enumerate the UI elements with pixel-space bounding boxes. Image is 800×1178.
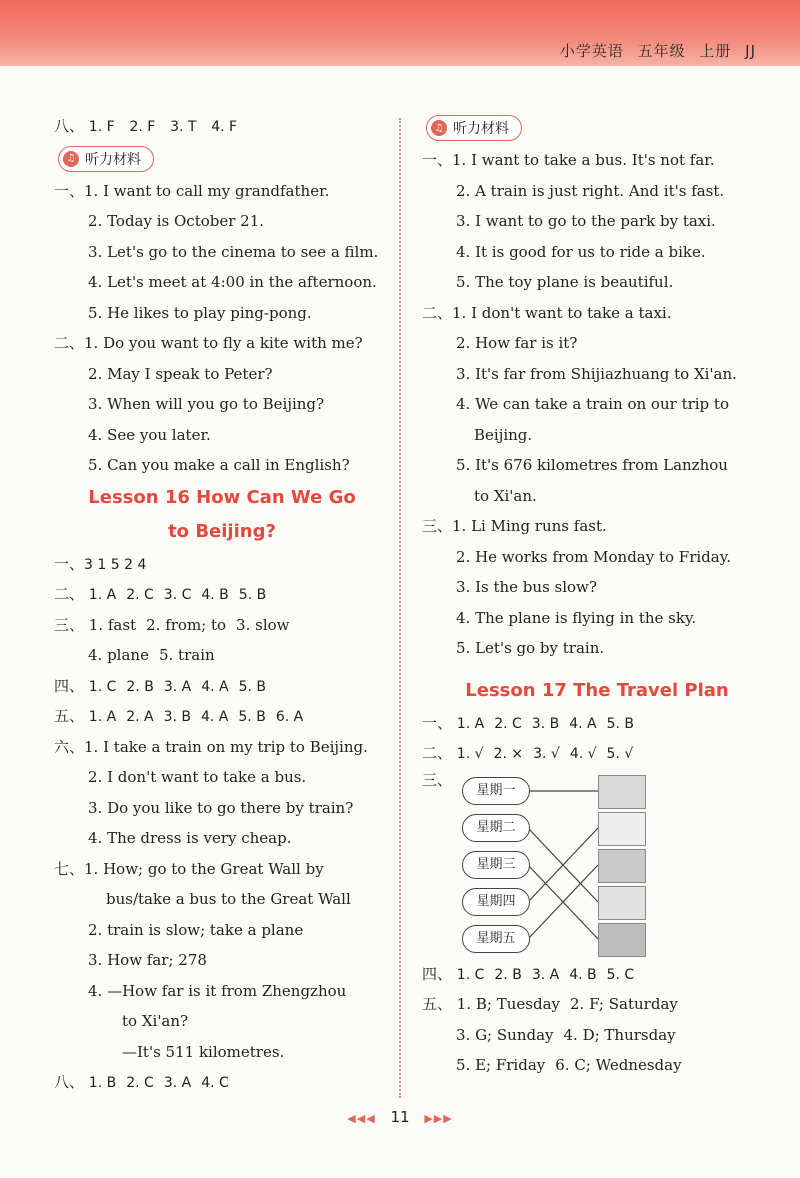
listening-1-5: 5. He likes to play ping-pong. [88, 303, 312, 322]
answer-7-4b: to Xi'an? [122, 1012, 189, 1030]
day-friday: 星期五 [462, 925, 530, 953]
lesson17-title: Lesson 17 The Travel Plan [465, 679, 729, 701]
answer-4: 四、 1. C 2. B 3. A 4. A 5. B [54, 676, 267, 695]
answer-3-b: 4. plane 5. train [88, 646, 215, 664]
r-listening-2-5: 5. It's 676 kilometres from Lanzhou [456, 456, 728, 474]
listening-1-4: 4. Let's meet at 4:00 in the afternoon. [88, 273, 377, 291]
answer-7-1b: bus/take a bus to the Great Wall [106, 890, 351, 908]
right-column [422, 111, 772, 1081]
r-listening-3-5: 5. Let's go by train. [456, 639, 605, 657]
listening-2-3: 3. When will you go to Beijing? [88, 395, 325, 413]
answer-7-1: 七、1. How; go to the Great Wall by [54, 859, 324, 878]
matching-exercise: 三、 星期一 星期二 星期三 星期四 星期五 [422, 769, 772, 959]
answer-6-2: 2. I don't want to take a bus. [88, 768, 307, 786]
listening-2-4: 4. See you later. [88, 425, 211, 444]
listening-1-2: 2. Today is October 21. [88, 212, 265, 230]
answer-1: 一、3 1 5 2 4 [54, 554, 147, 573]
answer-3-a: 三、 1. fast 2. from; to 3. slow [54, 615, 290, 634]
answer-7-2: 2. train is slow; take a plane [88, 920, 304, 939]
r-listening-2-4: 4. We can take a train on our trip to [456, 395, 729, 413]
r-listening-1-2: 2. A train is just right. And it's fast. [456, 181, 725, 200]
column-divider [399, 118, 401, 1098]
book-title: 小学英语 五年级 上册 JJ [559, 42, 756, 60]
left-arrows-icon: ◀◀◀ [347, 1112, 376, 1125]
building-picture [598, 775, 646, 809]
listening-2-1: 二、1. Do you want to fly a kite with me? [54, 334, 363, 352]
lesson16-title-line2: to Beijing? [168, 520, 276, 542]
answer-6-3: 3. Do you like to go there by train? [88, 798, 354, 817]
answer-6-1: 六、1. I take a train on my trip to Beijing. [54, 737, 368, 756]
b-answer-1: 一、 1. A 2. C 3. B 4. A 5. B [422, 713, 635, 732]
b-answer-5-a: 五、 1. B; Tuesday 2. F; Saturday [422, 995, 678, 1013]
r-listening-2-3: 3. It's far from Shijiazhuang to Xi'an. [456, 364, 737, 383]
listening-2-5: 5. Can you make a call in English? [88, 456, 350, 474]
listening-2-2: 2. May I speak to Peter? [88, 364, 273, 383]
listening-1-3: 3. Let's go to the cinema to see a film. [88, 242, 379, 261]
r-listening-1-3: 3. I want to go to the park by taxi. [456, 212, 716, 230]
r-listening-2-1: 二、1. I don't want to take a taxi. [422, 303, 672, 322]
left-column [54, 111, 390, 1098]
right-arrows-icon: ▶▶▶ [424, 1112, 453, 1125]
r-listening-2-5b: to Xi'an. [474, 486, 537, 505]
r-listening-3-4: 4. The plane is flying in the sky. [456, 608, 697, 627]
listening-1-1: 一、1. I want to call my grandfather. [54, 181, 330, 200]
b-answer-4: 四、 1. C 2. B 3. A 4. B 5. C [422, 964, 635, 983]
listening-material-tag-2: ♫ 听力材料 [426, 115, 522, 141]
tiananmen-picture [598, 849, 646, 883]
header-banner [0, 0, 800, 66]
day-wednesday: 星期三 [462, 851, 530, 879]
r-listening-1-1: 一、1. I want to take a bus. It's not far. [422, 151, 715, 169]
answer-5: 五、 1. A 2. A 3. B 4. A 5. B 6. A [54, 707, 304, 725]
r-listening-2-4b: Beijing. [474, 425, 533, 444]
answer-2: 二、 1. A 2. C 3. C 4. B 5. B [54, 585, 267, 603]
day-tuesday: 星期二 [462, 814, 530, 842]
answer-7-3: 3. How far; 278 [88, 951, 207, 969]
r-listening-2-2: 2. How far is it? [456, 334, 578, 352]
answer-8: 八、 1. B 2. C 3. A 4. C [54, 1073, 229, 1091]
b-answer-5-c: 5. E; Friday 6. C; Wednesday [456, 1056, 682, 1074]
headphone-icon: ♫ [63, 151, 79, 167]
airplane-picture [598, 812, 646, 846]
answer-6-4: 4. The dress is very cheap. [88, 829, 292, 847]
museum-picture [598, 886, 646, 920]
r-listening-3-1: 三、1. Li Ming runs fast. [422, 517, 607, 535]
answer-7-4: 4. —How far is it from Zhengzhou [88, 981, 347, 1000]
listening-material-tag: ♫ 听力材料 [58, 146, 154, 172]
headphone-icon: ♫ [431, 120, 447, 136]
r-listening-1-4: 4. It is good for us to ride a bike. [456, 242, 706, 261]
page-footer [0, 1108, 800, 1126]
lesson16-title-line1: Lesson 16 How Can We Go [88, 486, 356, 508]
r-listening-3-3: 3. Is the bus slow? [456, 578, 597, 596]
page-number: 11 [390, 1108, 410, 1126]
answer-7-4c: —It's 511 kilometres. [122, 1042, 285, 1061]
b-answer-2: 二、 1. √ 2. × 3. √ 4. √ 5. √ [422, 744, 634, 762]
r-listening-1-5: 5. The toy plane is beautiful. [456, 273, 674, 291]
r-listening-3-2: 2. He works from Monday to Friday. [456, 547, 731, 566]
great-wall-picture [598, 923, 646, 957]
b-answer-5-b: 3. G; Sunday 4. D; Thursday [456, 1025, 676, 1044]
answer-row-8a: 八、 1. F 2. F 3. T 4. F [54, 117, 238, 135]
day-thursday: 星期四 [462, 888, 530, 916]
day-monday: 星期一 [462, 777, 530, 805]
